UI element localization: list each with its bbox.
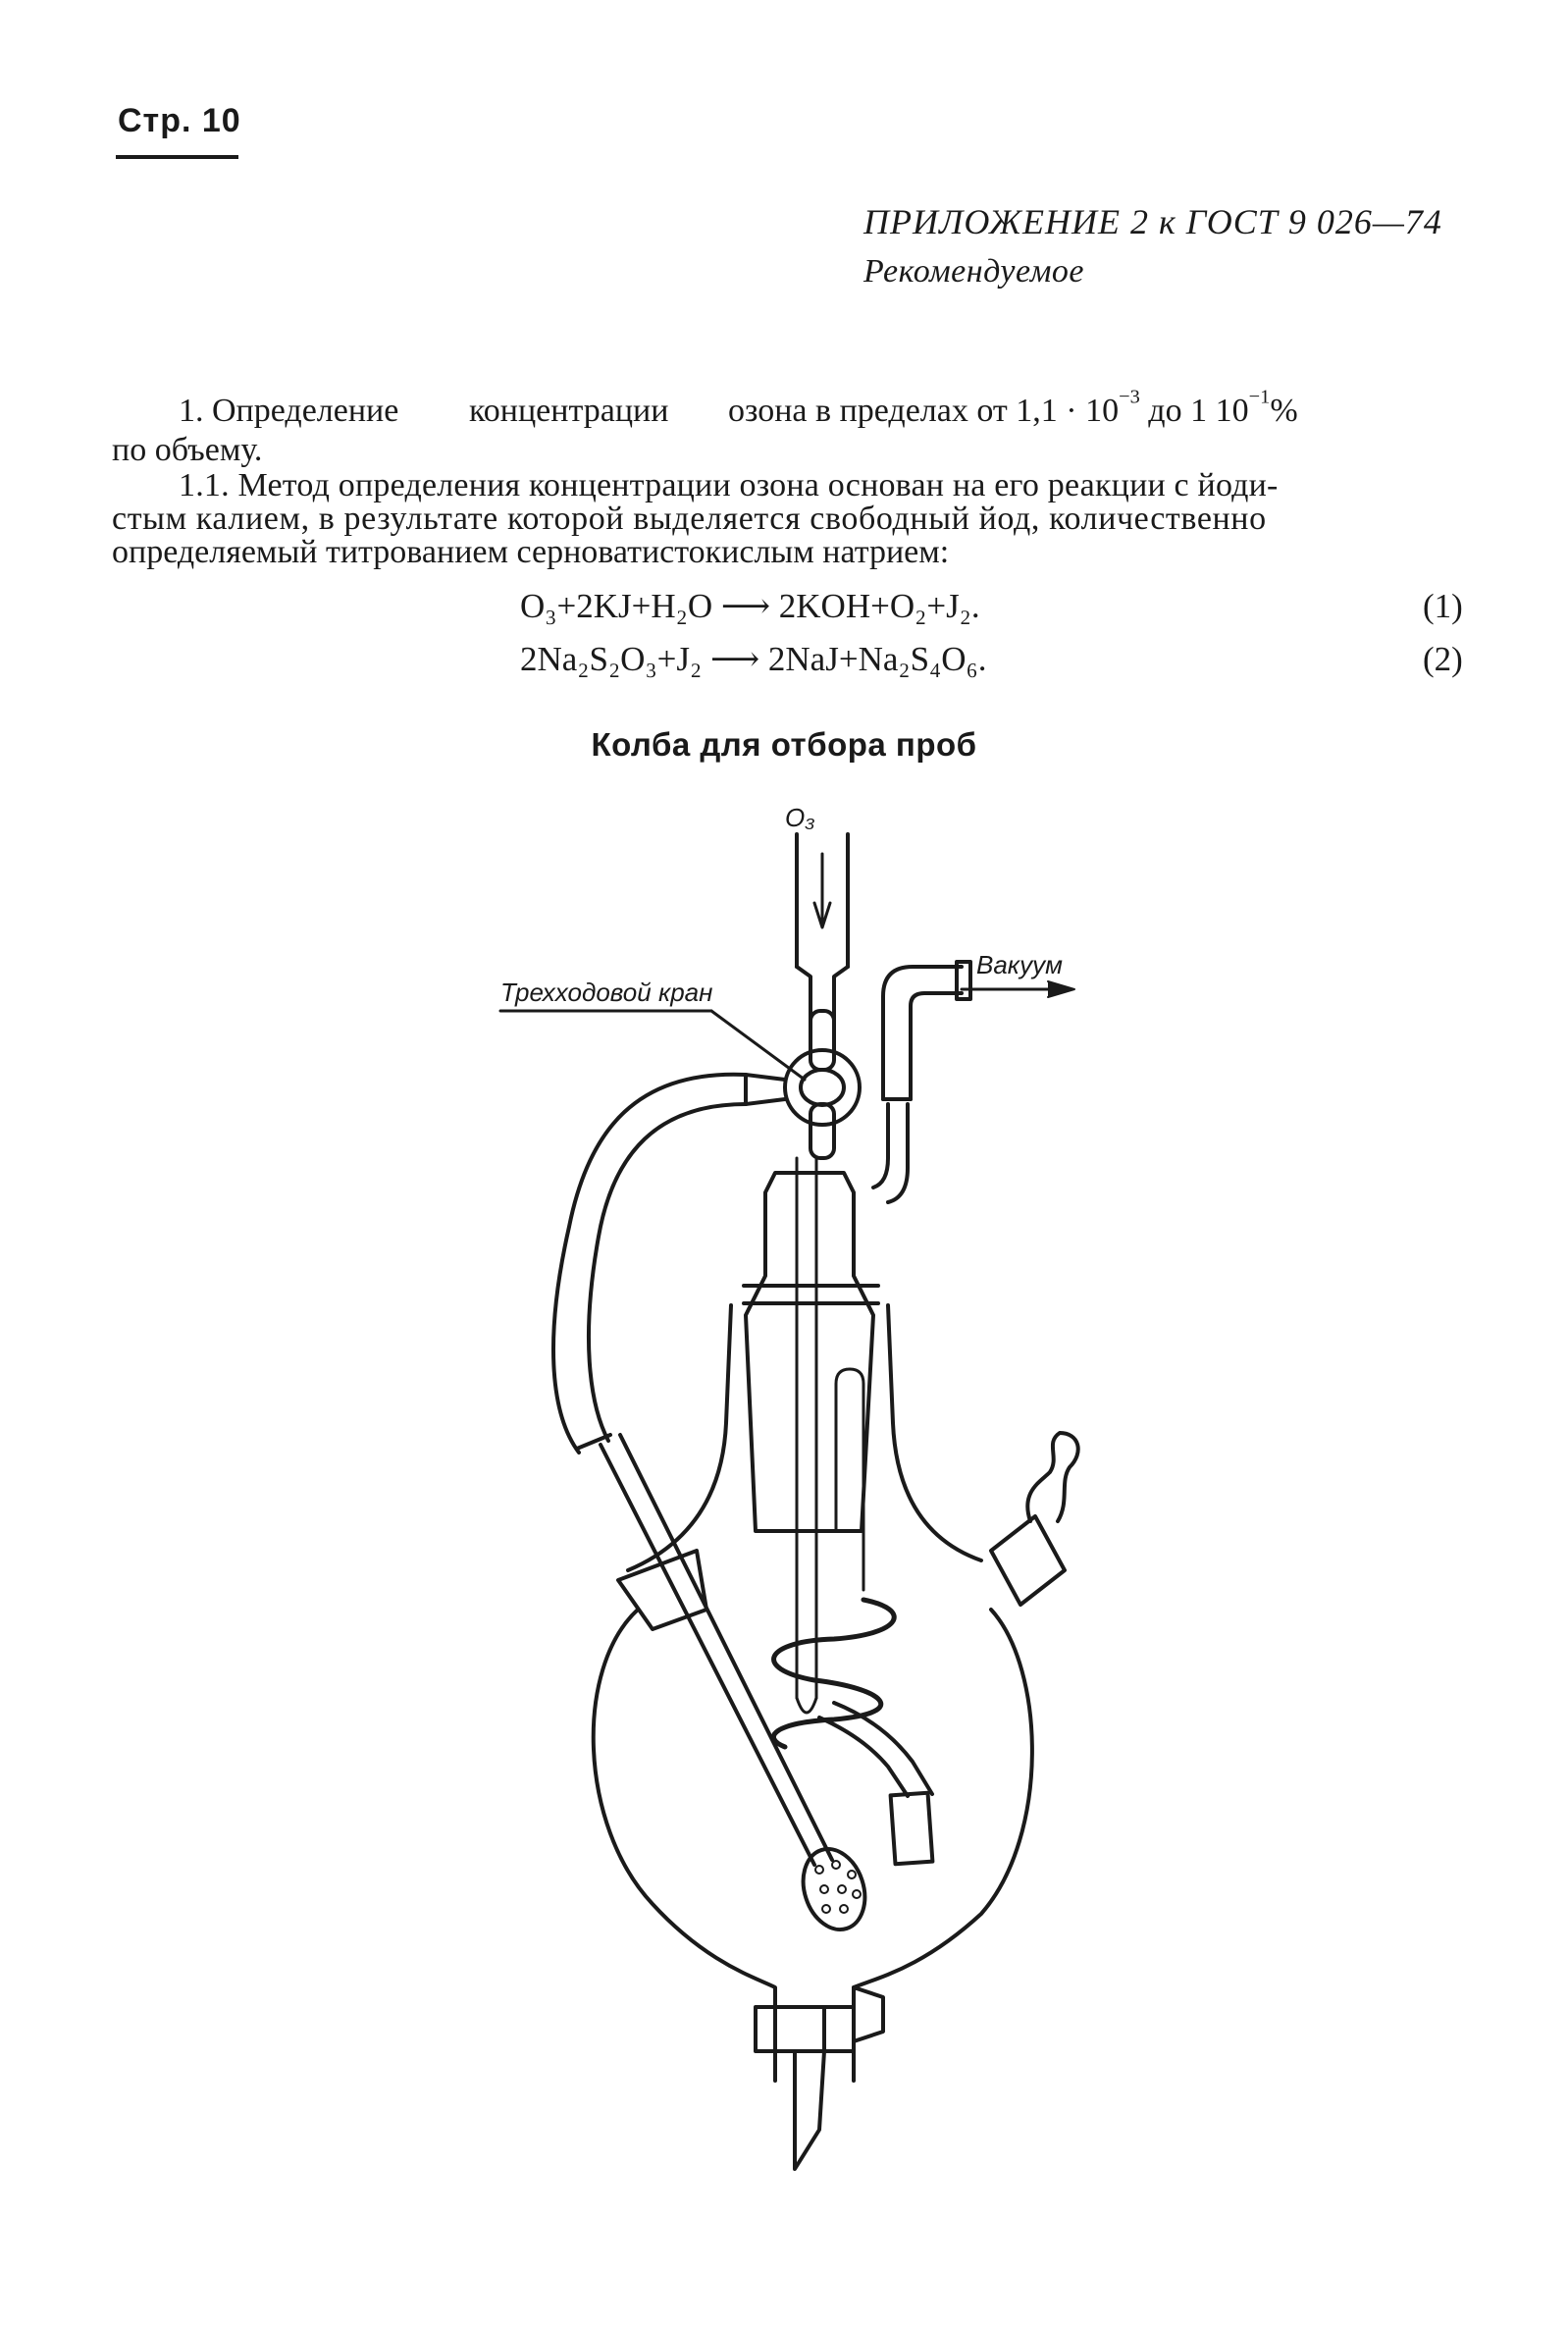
p1-line2: по объему. [112,432,263,468]
outlet-tube-cap [891,1793,933,1864]
valve-stem-bottom [810,1104,834,1158]
label-valve: Трехходовой кран [500,978,713,1007]
equation-2: 2Na₂S₂O₃+J₂ ⟶ 2NaJ+Na₂S₄O₆. [520,640,987,678]
hose-outer [553,1075,746,1453]
figure-caption: Колба для отбора проб [591,726,977,763]
sparger [793,1841,874,1937]
valve-body [785,1050,860,1125]
vacuum-arrowhead [1048,981,1074,997]
vacuum-tube-inner [911,993,962,1099]
hook-tube [836,1369,863,1590]
hose-inner [589,1104,746,1441]
equation-1-number: (1) [1423,587,1463,625]
p1-exp1: −3 [1119,386,1140,408]
appendix-subtitle: Рекомендуемое [863,253,1084,290]
valve-side-arm [746,1075,785,1104]
central-stopper [746,1173,873,1531]
hose-end [577,1435,610,1449]
stopcock-body [756,2007,824,2051]
label-vacuum: Вакуум [976,950,1063,979]
equation-1: O₃+2KJ+H₂O ⟶ 2KOH+O₂+J₂. [520,587,980,625]
p2-line1: 1.1. Метод определения концентрации озона основан на его реакции с йоди- [179,467,1279,503]
right-stopper [991,1516,1065,1605]
p1-text-e: % [1270,393,1298,429]
p2-line2: стым калием, в результате которой выделяется свободный йод, количественно [112,501,1267,537]
vacuum-tube-outer [883,967,962,1099]
appendix-title: ПРИЛОЖЕНИЕ 2 к ГОСТ 9 026—74 [863,202,1442,241]
equation-2-number: (2) [1423,640,1463,678]
drain-tube [795,2051,824,2169]
dip-tube-b [620,1435,832,1860]
dip-tube-a [601,1445,814,1865]
p1-part-b: концентрации [469,393,669,429]
page-number: Стр. 10 [118,102,241,139]
p2-line3: определяемый титрованием серноватистокислым натрием: [112,534,950,570]
p1-exp2: −1 [1248,386,1271,408]
p1-part-a: 1. Определение [179,393,399,429]
downtube-tip [797,1698,816,1713]
p1-text-d: до 1 10 [1139,393,1249,429]
flask-neck-right [888,1305,981,1560]
outlet-tube-upper [819,1718,908,1796]
valve-plug [801,1070,844,1105]
label-inlet: O₃ [785,803,815,832]
sparger-holes [815,1861,861,1913]
valve-stem-top [810,1011,834,1070]
right-stopper-cap [1027,1433,1077,1521]
p1-text-c: озона в пределах от 1,1 · 10 [728,393,1120,429]
vacuum-connector [873,1104,908,1202]
